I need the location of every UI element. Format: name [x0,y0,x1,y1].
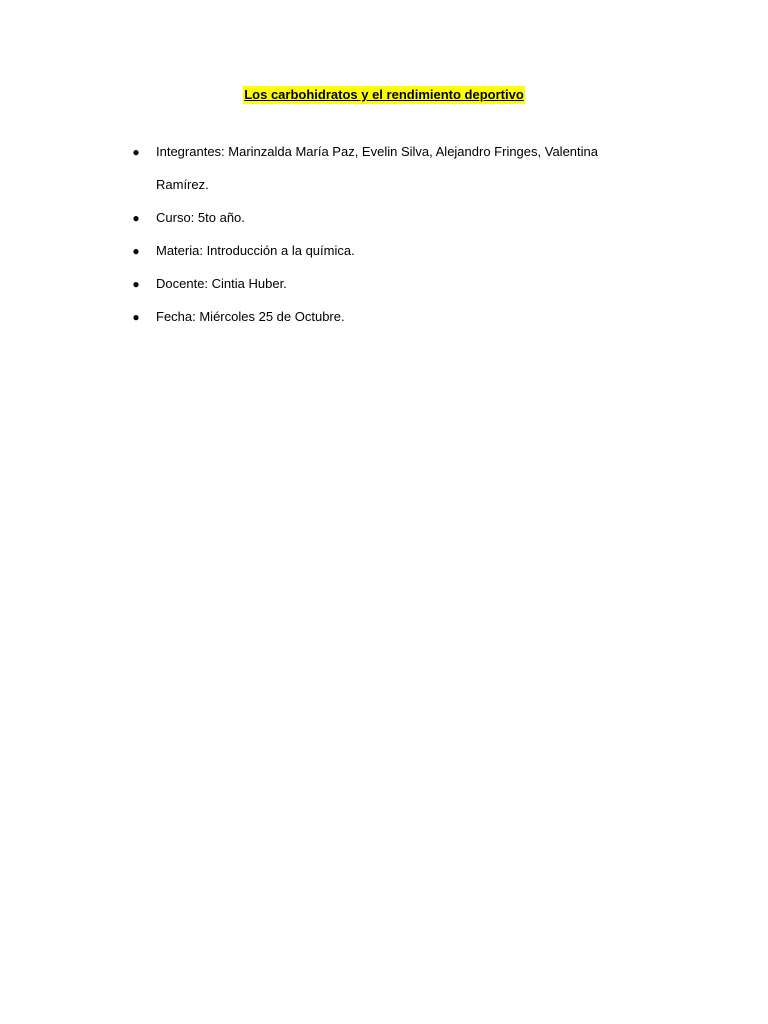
list-item-materia [0,242,768,260]
curso-text: Curso: 5to año. [156,210,245,225]
bullet-icon: ● [132,211,140,225]
bullet-icon: ● [132,145,140,159]
document-title: Los carbohidratos y el rendimiento deportivo [244,87,524,102]
bullet-icon: ● [132,310,140,324]
list-item-text [156,308,626,326]
integrantes-line-1: Integrantes: Marinzalda María Paz, Evelin Silva, Alejandro Fringes, Valentina [156,144,598,159]
title-container [0,86,768,104]
list-item-fecha [0,308,768,326]
docente-text: Docente: Cintia Huber. [156,276,287,291]
list-item-text [156,209,626,227]
bullet-icon: ● [132,244,140,258]
list-item-text [156,275,626,293]
fecha-text: Fecha: Miércoles 25 de Octubre. [156,309,345,324]
bullet-icon: ● [132,277,140,291]
integrantes-line-2: Ramírez. [156,177,209,192]
list-item-curso [0,209,768,227]
list-item-text [156,143,626,194]
list-item-docente [0,275,768,293]
materia-text: Materia: Introducción a la química. [156,243,355,258]
list-item-text [156,242,626,260]
info-bullet-list [0,143,768,341]
list-item-integrantes [0,143,768,194]
